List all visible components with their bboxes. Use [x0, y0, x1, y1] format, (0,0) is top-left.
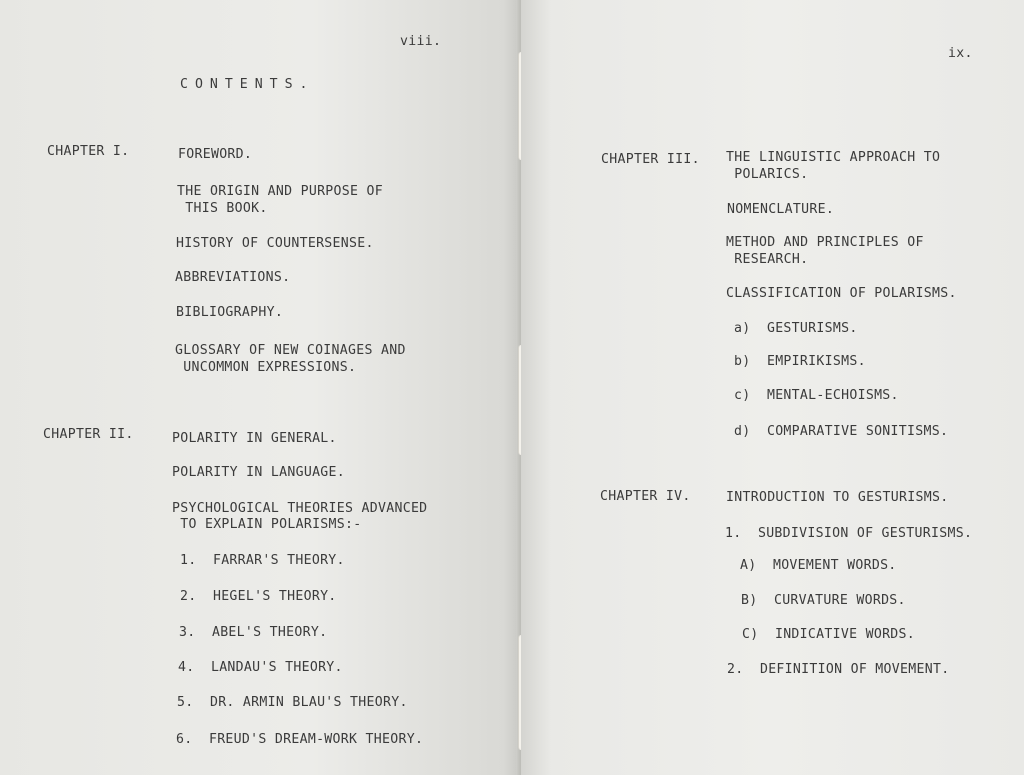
- chapter-2-label: CHAPTER II.: [43, 427, 134, 442]
- toc-entry: B) CURVATURE WORDS.: [741, 593, 906, 608]
- toc-entry: d) COMPARATIVE SONITISMS.: [734, 424, 949, 439]
- toc-entry: THE ORIGIN AND PURPOSE OF: [177, 184, 383, 199]
- toc-entry: THE LINGUISTIC APPROACH TO: [726, 150, 941, 165]
- toc-entry: TO EXPLAIN POLARISMS:-: [172, 517, 362, 532]
- toc-entry: FOREWORD.: [178, 147, 253, 162]
- toc-entry: c) MENTAL-ECHOISMS.: [734, 388, 899, 403]
- toc-entry: UNCOMMON EXPRESSIONS.: [175, 360, 357, 375]
- toc-entry: ABBREVIATIONS.: [175, 270, 291, 285]
- toc-entry: b) EMPIRIKISMS.: [734, 354, 866, 369]
- toc-entry: A) MOVEMENT WORDS.: [740, 558, 897, 573]
- contents-heading: CONTENTS.: [180, 77, 315, 92]
- toc-entry: HISTORY OF COUNTERSENSE.: [176, 236, 374, 251]
- toc-entry: 2. DEFINITION OF MOVEMENT.: [727, 662, 950, 677]
- toc-entry: RESEARCH.: [726, 252, 809, 267]
- toc-entry: NOMENCLATURE.: [727, 202, 835, 217]
- toc-entry: CLASSIFICATION OF POLARISMS.: [726, 286, 957, 301]
- toc-entry: 3. ABEL'S THEORY.: [179, 625, 328, 640]
- toc-entry: THIS BOOK.: [177, 201, 268, 216]
- toc-entry: 6. FREUD'S DREAM-WORK THEORY.: [176, 732, 424, 747]
- toc-entry: 1. SUBDIVISION OF GESTURISMS.: [725, 526, 973, 541]
- page-number-left: viii.: [400, 34, 442, 49]
- toc-entry: 2. HEGEL'S THEORY.: [180, 589, 337, 604]
- toc-entry: C) INDICATIVE WORDS.: [742, 627, 916, 642]
- toc-entry: a) GESTURISMS.: [734, 321, 858, 336]
- toc-entry: 4. LANDAU'S THEORY.: [178, 660, 343, 675]
- toc-entry: POLARITY IN GENERAL.: [172, 431, 337, 446]
- toc-entry: INTRODUCTION TO GESTURISMS.: [726, 490, 949, 505]
- page-number-right: ix.: [948, 46, 973, 61]
- chapter-4-label: CHAPTER IV.: [600, 489, 691, 504]
- toc-entry: METHOD AND PRINCIPLES OF: [726, 235, 924, 250]
- chapter-1-label: CHAPTER I.: [47, 144, 130, 159]
- toc-entry: POLARICS.: [726, 167, 809, 182]
- toc-entry: PSYCHOLOGICAL THEORIES ADVANCED: [172, 501, 428, 516]
- toc-entry: GLOSSARY OF NEW COINAGES AND: [175, 343, 406, 358]
- right-page: [521, 0, 1024, 775]
- chapter-3-label: CHAPTER III.: [601, 152, 700, 167]
- toc-entry: POLARITY IN LANGUAGE.: [172, 465, 346, 480]
- toc-entry: BIBLIOGRAPHY.: [176, 305, 284, 320]
- toc-entry: 5. DR. ARMIN BLAU'S THEORY.: [177, 695, 408, 710]
- toc-entry: 1. FARRAR'S THEORY.: [180, 553, 345, 568]
